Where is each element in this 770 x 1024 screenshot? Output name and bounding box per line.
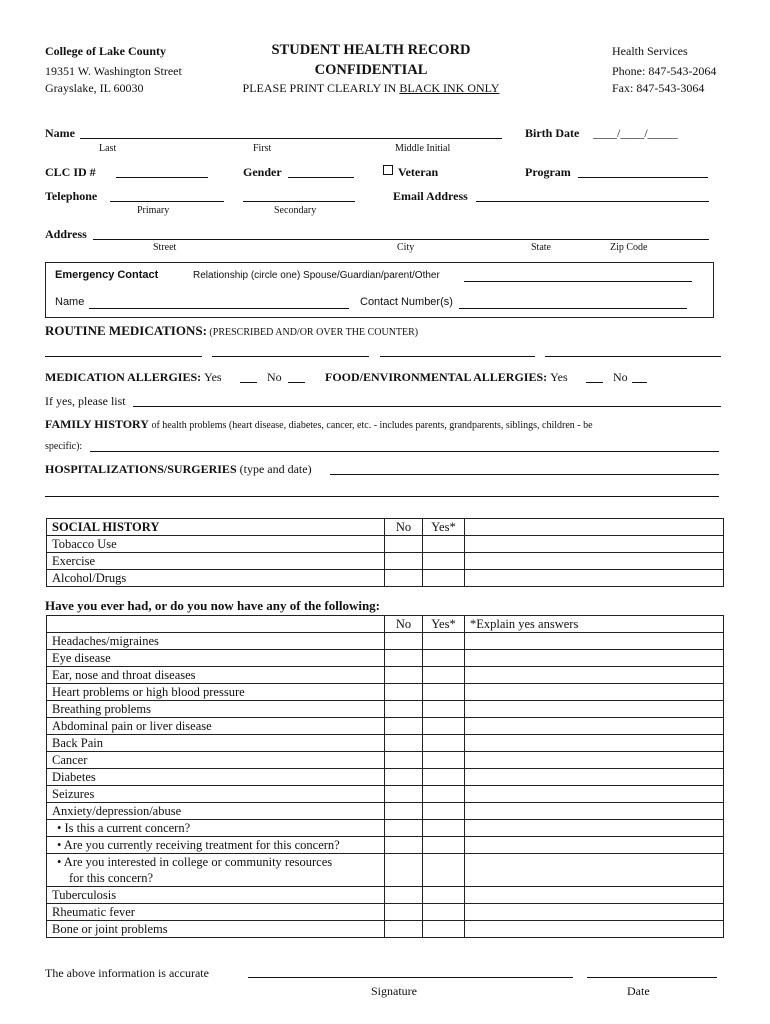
yes-cell[interactable]: [423, 536, 465, 553]
social-explain-cell[interactable]: [465, 519, 724, 536]
conditions-yes-header: Yes*: [423, 616, 465, 633]
medication-input-2[interactable]: [212, 356, 369, 357]
medication-input-1[interactable]: [45, 356, 202, 357]
yes-cell[interactable]: [423, 887, 465, 904]
yes-cell[interactable]: [423, 837, 465, 854]
condition-label: Ear, nose and throat diseases: [47, 667, 385, 684]
table-row: [47, 570, 724, 587]
conditions-question: Have you ever had, or do you now have any of the following:: [45, 598, 381, 613]
primary-caption: Primary: [137, 205, 170, 216]
no-cell[interactable]: [385, 667, 423, 684]
no-cell[interactable]: [385, 820, 423, 837]
allergy-list-input[interactable]: [133, 406, 721, 407]
explain-cell[interactable]: [465, 769, 724, 786]
condition-label: Abdominal pain or liver disease: [47, 718, 385, 735]
explain-cell[interactable]: [465, 553, 724, 570]
conditions-header-row: [47, 616, 724, 633]
social-history-header: SOCIAL HISTORY: [47, 519, 385, 536]
no-cell[interactable]: [385, 650, 423, 667]
yes-cell[interactable]: [423, 718, 465, 735]
yes-cell[interactable]: [423, 735, 465, 752]
no-cell[interactable]: [385, 553, 423, 570]
medication-allergies-row: MEDICATION ALLERGIES: Yes: [45, 370, 222, 384]
no-cell[interactable]: [385, 718, 423, 735]
yes-cell[interactable]: [423, 752, 465, 769]
table-row: [47, 904, 724, 921]
yes-cell[interactable]: [423, 553, 465, 570]
yes-cell[interactable]: [423, 684, 465, 701]
food-allergy-no-label: No: [613, 370, 628, 384]
social-history-table: [46, 518, 724, 587]
city-caption: City: [397, 242, 415, 253]
program-input[interactable]: [578, 177, 708, 178]
conditions-table: [46, 615, 724, 938]
condition-label: Back Pain: [47, 735, 385, 752]
condition-label: Rheumatic fever: [47, 904, 385, 921]
table-row: [47, 718, 724, 735]
yes-cell[interactable]: [423, 803, 465, 820]
explain-cell[interactable]: [465, 803, 724, 820]
explain-cell[interactable]: [465, 837, 724, 854]
explain-cell[interactable]: [465, 854, 724, 887]
clc-id-label: CLC ID #: [45, 165, 96, 179]
dept-fax: Fax: 847-543-3064: [612, 81, 705, 95]
no-cell[interactable]: [385, 786, 423, 803]
form-title: STUDENT HEALTH RECORD: [271, 42, 471, 58]
state-caption: State: [531, 242, 551, 253]
yes-cell[interactable]: [423, 854, 465, 887]
program-label: Program: [525, 165, 571, 179]
conditions-header-blank: [47, 616, 385, 633]
emergency-contact-label: Emergency Contact: [55, 269, 159, 281]
contact-number-input[interactable]: [459, 308, 687, 309]
yes-cell[interactable]: [423, 786, 465, 803]
med-allergy-no-label: No: [267, 370, 282, 384]
explain-cell[interactable]: [465, 752, 724, 769]
explain-cell[interactable]: [465, 735, 724, 752]
yes-cell[interactable]: [423, 633, 465, 650]
food-allergies-row: FOOD/ENVIRONMENTAL ALLERGIES: Yes: [325, 370, 568, 384]
yes-cell[interactable]: [423, 570, 465, 587]
no-cell[interactable]: [385, 570, 423, 587]
social-item-label: Alcohol/Drugs: [47, 570, 385, 587]
yes-cell[interactable]: [423, 769, 465, 786]
telephone-primary-input[interactable]: [110, 201, 224, 202]
condition-label: Eye disease: [47, 650, 385, 667]
conditions-explain-header: *Explain yes answers: [465, 616, 724, 633]
social-no-header: No: [385, 519, 423, 536]
date-caption: Date: [627, 984, 650, 998]
date-input[interactable]: [587, 977, 717, 978]
table-row: [47, 667, 724, 684]
email-input[interactable]: [476, 201, 709, 202]
secondary-caption: Secondary: [274, 205, 317, 216]
checkbox-icon: [383, 165, 393, 175]
no-cell[interactable]: [385, 854, 423, 887]
social-yes-header: Yes*: [423, 519, 465, 536]
name-input[interactable]: [80, 138, 502, 139]
explain-cell[interactable]: [465, 684, 724, 701]
condition-label: Cancer: [47, 752, 385, 769]
table-row: [47, 786, 724, 803]
table-row: [47, 650, 724, 667]
college-name: College of Lake County: [45, 44, 166, 58]
medication-input-4[interactable]: [545, 356, 721, 357]
college-address-line1: 19351 W. Washington Street: [45, 64, 182, 78]
condition-label: Breathing problems: [47, 701, 385, 718]
condition-label: • Are you interested in college or community resources for this concern?: [47, 854, 385, 887]
explain-cell[interactable]: [465, 701, 724, 718]
family-history-label: FAMILY HISTORY of health problems (heart disease, diabetes, cancer, etc. - includes parents, grandparents, siblings, children - be: [45, 417, 593, 431]
medication-input-3[interactable]: [380, 356, 535, 357]
college-address-line2: Grayslake, IL 60030: [45, 81, 144, 95]
family-specific-label: specific):: [45, 441, 83, 452]
no-cell[interactable]: [385, 921, 423, 938]
table-row: [47, 921, 724, 938]
last-caption: Last: [99, 143, 117, 154]
explain-cell[interactable]: [465, 718, 724, 735]
table-row: [47, 803, 724, 820]
no-cell[interactable]: [385, 803, 423, 820]
yes-cell[interactable]: [423, 820, 465, 837]
gender-input[interactable]: [288, 177, 354, 178]
relationship-label: Relationship (circle one) Spouse/Guardian/parent/Other: [193, 270, 440, 281]
middle-caption: Middle Initial: [395, 143, 451, 154]
explain-cell[interactable]: [465, 786, 724, 803]
table-row: [47, 752, 724, 769]
no-cell[interactable]: [385, 769, 423, 786]
condition-label: Headaches/migraines: [47, 633, 385, 650]
conditions-no-header: No: [385, 616, 423, 633]
table-row: [47, 684, 724, 701]
no-cell[interactable]: [385, 701, 423, 718]
telephone-secondary-input[interactable]: [243, 201, 355, 202]
relationship-input[interactable]: [464, 281, 692, 282]
food-allergy-yes-input[interactable]: [586, 382, 603, 383]
no-cell[interactable]: [385, 536, 423, 553]
hospitalizations-input-1[interactable]: [330, 474, 719, 475]
med-allergy-yes-input[interactable]: [240, 382, 257, 383]
table-row: [47, 820, 724, 837]
condition-label: Anxiety/depression/abuse: [47, 803, 385, 820]
no-cell[interactable]: [385, 837, 423, 854]
social-history-header-row: [47, 519, 724, 536]
condition-label: Heart problems or high blood pressure: [47, 684, 385, 701]
hospitalizations-input-2[interactable]: [45, 496, 719, 497]
table-row: [47, 553, 724, 570]
emergency-name-input[interactable]: [89, 308, 349, 309]
table-row: [47, 633, 724, 650]
explain-cell[interactable]: [465, 650, 724, 667]
yes-cell[interactable]: [423, 701, 465, 718]
accuracy-statement: The above information is accurate: [45, 966, 209, 980]
contact-number-label: Contact Number(s): [360, 296, 453, 308]
condition-label: Bone or joint problems: [47, 921, 385, 938]
condition-label: • Is this a current concern?: [47, 820, 385, 837]
med-allergy-no-input[interactable]: [288, 382, 305, 383]
print-instructions: PLEASE PRINT CLEARLY IN BLACK INK ONLY: [242, 81, 500, 95]
zip-caption: Zip Code: [610, 242, 648, 253]
condition-label: Seizures: [47, 786, 385, 803]
email-label: Email Address: [393, 189, 468, 203]
table-row: [47, 769, 724, 786]
yes-cell[interactable]: [423, 667, 465, 684]
dept-phone: Phone: 847-543-2064: [612, 64, 717, 78]
no-cell[interactable]: [385, 684, 423, 701]
clc-id-input[interactable]: [116, 177, 208, 178]
hospitalizations-label: HOSPITALIZATIONS/SURGERIES (type and date): [45, 462, 312, 476]
no-cell[interactable]: [385, 752, 423, 769]
medications-label: ROUTINE MEDICATIONS: (PRESCRIBED AND/OR OVER THE COUNTER): [45, 323, 419, 338]
explain-cell[interactable]: [465, 820, 724, 837]
yes-cell[interactable]: [423, 650, 465, 667]
signature-caption: Signature: [371, 984, 417, 998]
explain-cell[interactable]: [465, 570, 724, 587]
address-label: Address: [45, 227, 87, 241]
explain-cell[interactable]: [465, 904, 724, 921]
form-subtitle: CONFIDENTIAL: [314, 62, 428, 78]
condition-label: Tuberculosis: [47, 887, 385, 904]
yes-cell[interactable]: [423, 921, 465, 938]
no-cell[interactable]: [385, 887, 423, 904]
allergy-list-label: If yes, please list: [45, 394, 126, 408]
social-item-label: Tobacco Use: [47, 536, 385, 553]
name-label: Name: [45, 126, 75, 140]
explain-cell[interactable]: [465, 667, 724, 684]
condition-label: • Are you currently receiving treatment for this concern?: [47, 837, 385, 854]
no-cell[interactable]: [385, 904, 423, 921]
yes-cell[interactable]: [423, 904, 465, 921]
table-row: [47, 701, 724, 718]
emergency-name-label: Name: [55, 296, 85, 308]
table-row: [47, 536, 724, 553]
signature-input[interactable]: [248, 977, 573, 978]
street-caption: Street: [153, 242, 177, 253]
explain-cell[interactable]: [465, 921, 724, 938]
food-allergy-no-input[interactable]: [632, 382, 647, 383]
table-row: [47, 854, 724, 887]
table-row: [47, 887, 724, 904]
veteran-checkbox[interactable]: Veteran: [383, 165, 438, 180]
birth-date-label: Birth Date: [525, 126, 580, 140]
dept-name: Health Services: [612, 44, 688, 58]
social-item-label: Exercise: [47, 553, 385, 570]
family-history-input[interactable]: [90, 451, 719, 452]
explain-cell[interactable]: [465, 887, 724, 904]
table-row: [47, 735, 724, 752]
gender-label: Gender: [243, 165, 282, 179]
address-input[interactable]: [93, 239, 709, 240]
explain-cell[interactable]: [465, 536, 724, 553]
no-cell[interactable]: [385, 633, 423, 650]
first-caption: First: [253, 143, 272, 154]
explain-cell[interactable]: [465, 633, 724, 650]
birth-date-input[interactable]: ____/____/_____: [593, 126, 678, 140]
no-cell[interactable]: [385, 735, 423, 752]
condition-label: Diabetes: [47, 769, 385, 786]
table-row: [47, 837, 724, 854]
telephone-label: Telephone: [45, 189, 98, 203]
